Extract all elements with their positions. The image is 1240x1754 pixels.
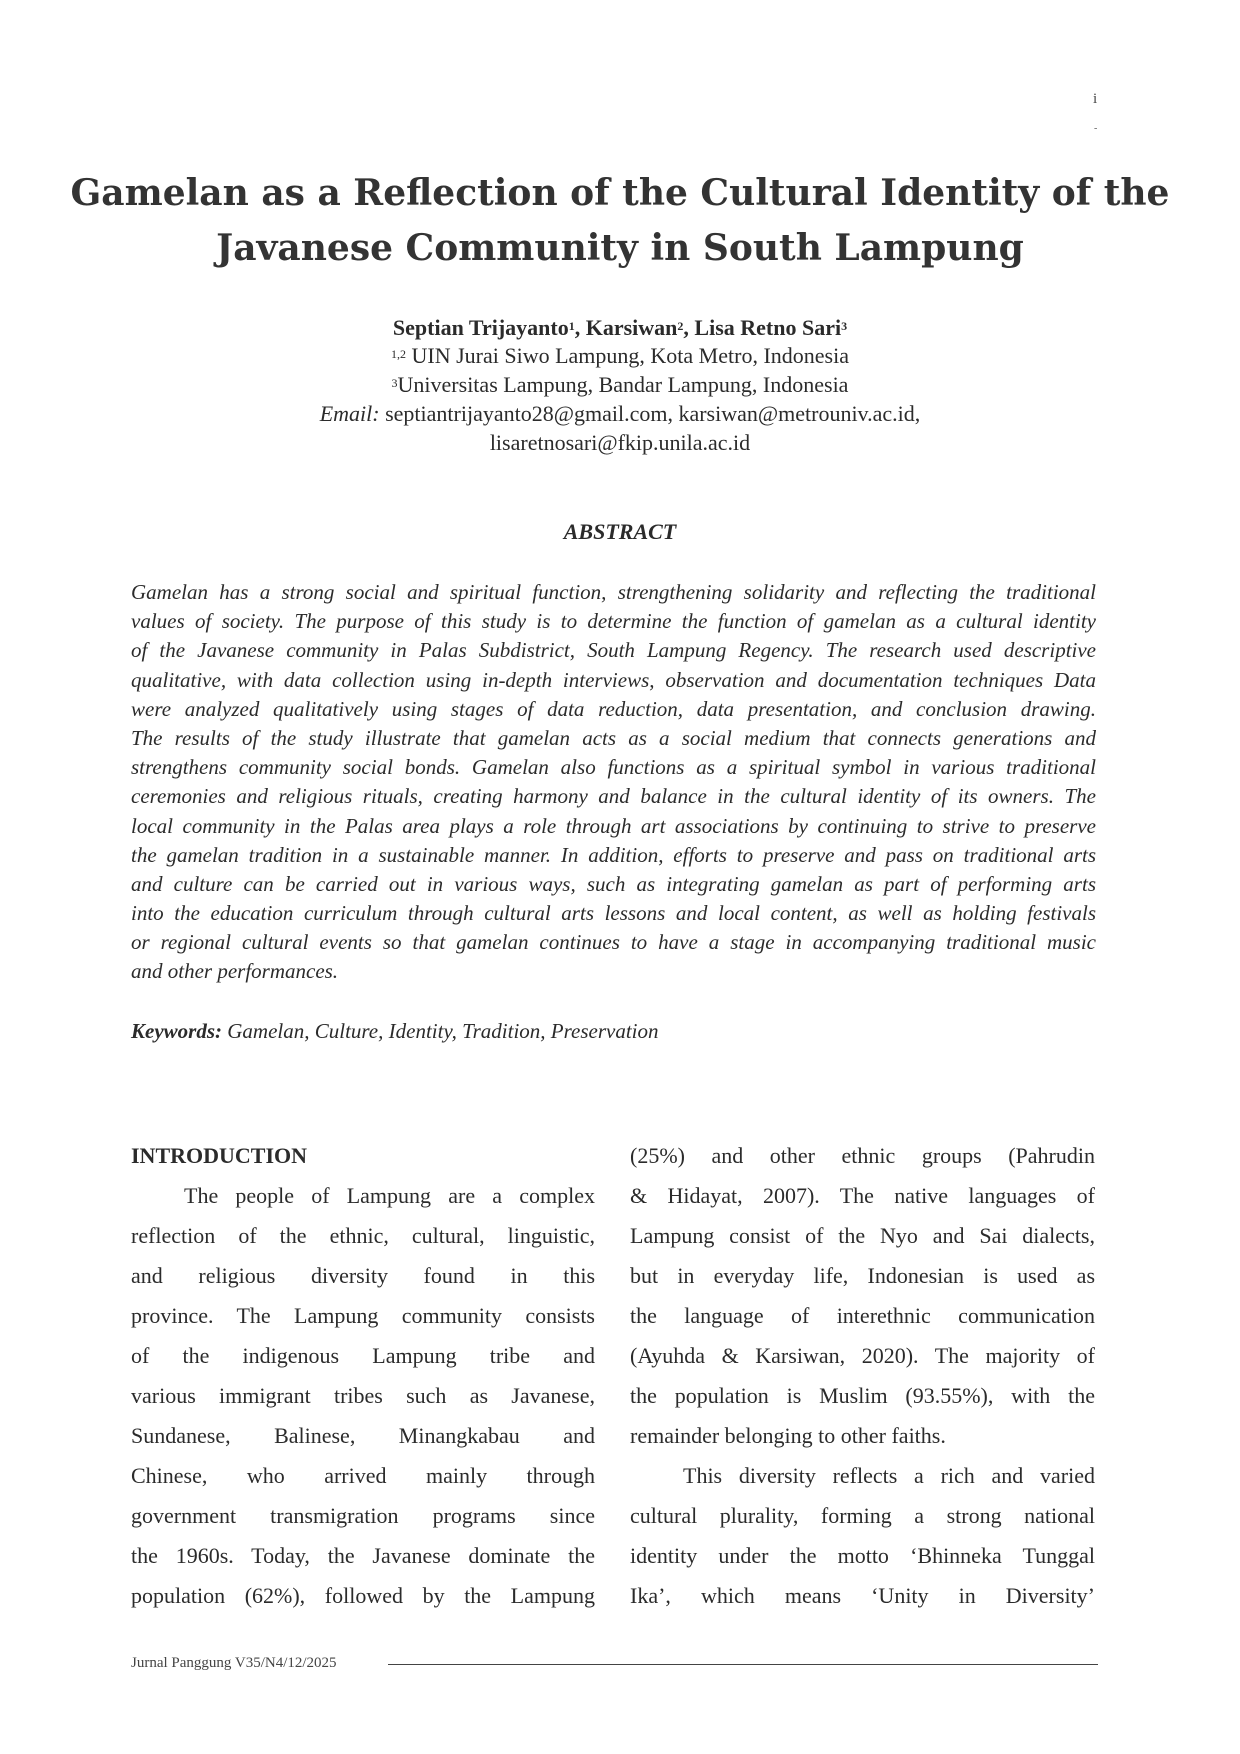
page-corner-mark: i [1093, 91, 1098, 107]
page-corner-dash: - [1094, 123, 1098, 134]
body-line: and religious diversity found in this [131, 1263, 595, 1288]
affiliation-1-sup: 1,2 [391, 347, 406, 361]
journal-footer: Jurnal Panggung V35/N4/12/2025 [131, 1655, 337, 1671]
body-line: Lampung consist of the Nyo and Sai dialects, [630, 1223, 1095, 1248]
abstract-heading: ABSTRACT [563, 519, 677, 544]
email-line-1 [0, 400, 1240, 428]
body-line: various immigrant tribes such as Javanese, [131, 1383, 595, 1408]
abstract-line: The results of the study illustrate that gamelan acts as a social medium that connects generations and [131, 725, 1096, 750]
author-1: Septian Trijayanto [392, 315, 569, 340]
abstract-line: Gamelan has a strong social and spiritual function, strengthening solidarity and reflecting the traditional [131, 580, 1096, 604]
email-line-2: lisaretnosari@fkip.unila.ac.id [489, 430, 751, 455]
keywords [131, 1017, 659, 1045]
title-line-2: Javanese Community in South Lampung [216, 227, 1024, 269]
body-line: reflection of the ethnic, cultural, linguistic, [131, 1223, 595, 1248]
body-line: population (62%), followed by the Lampung [131, 1583, 595, 1608]
body-line: cultural plurality, forming a strong national [630, 1503, 1095, 1528]
affiliation-2 [0, 371, 1240, 399]
footer-rule [388, 1664, 1098, 1665]
body-line: identity under the motto ‘Bhinneka Tunggal [630, 1543, 1095, 1568]
abstract-body [131, 578, 1096, 987]
body-line: (Ayuhda & Karsiwan, 2020). The majority of [630, 1343, 1095, 1368]
abstract-line: qualitative, with data collection using in-depth interviews, observation and documentation techniques Data [131, 667, 1096, 692]
body-line: Chinese, who arrived mainly through [131, 1463, 595, 1488]
body-line: the population is Muslim (93.55%), with the [630, 1383, 1095, 1408]
abstract-line: or regional cultural events so that gamelan continues to have a stage in accompanying traditional music [131, 930, 1096, 955]
abstract-line: values of society. The purpose of this study is to determine the function of gamelan as a cultural identity [131, 609, 1096, 634]
body-line: government transmigration programs since [131, 1503, 595, 1528]
right-column [630, 1136, 1095, 1616]
body-line: & Hidayat, 2007). The native languages of [630, 1183, 1095, 1208]
body-line: of the indigenous Lampung tribe and [131, 1343, 595, 1368]
author-3-affil: 3 [841, 319, 848, 333]
affiliation-2-text: Universitas Lampung, Bandar Lampung, Indonesia [397, 372, 849, 397]
abstract-line: local community in the Palas area plays a role through art associations by continuing to strive to preserve [131, 813, 1096, 838]
body-line: The people of Lampung are a complex [184, 1183, 595, 1208]
affiliation-1-text: UIN Jurai Siwo Lampung, Kota Metro, Indonesia [406, 343, 849, 368]
body-line: This diversity reflects a rich and varied [683, 1463, 1095, 1488]
abstract-line: into the education curriculum through cultural arts lessons and local content, as well as holding festivals [131, 901, 1096, 926]
keywords-text: Gamelan, Culture, Identity, Tradition, Preservation [222, 1019, 659, 1043]
affiliation-1 [0, 342, 1240, 370]
body-line: Sundanese, Balinese, Minangkabau and [131, 1423, 595, 1448]
title-line-1: Gamelan as a Reflection of the Cultural Identity of the [70, 172, 1170, 214]
email-addresses-1: septiantrijayanto28@gmail.com, karsiwan@metrouniv.ac.id, [379, 401, 921, 426]
author-2: , Karsiwan [574, 315, 678, 340]
abstract-line: were analyzed qualitatively using stages of data reduction, data presentation, and conclusion drawing. [131, 696, 1096, 721]
abstract-line: the gamelan tradition in a sustainable manner. In addition, efforts to preserve and pass on traditional arts [131, 842, 1096, 867]
abstract-line: of the Javanese community in Palas Subdistrict, South Lampung Regency. The research used descriptive [131, 638, 1096, 663]
abstract-line: ceremonies and religious rituals, creating harmony and balance in the cultural identity of its owners. The [131, 784, 1096, 809]
author-3: , Lisa Retno Sari [683, 315, 842, 340]
author-1-affil: 1 [568, 319, 575, 333]
body-line: (25%) and other ethnic groups (Pahrudin [630, 1143, 1095, 1168]
email-label: Email: [319, 401, 380, 426]
abstract-line: and other performances. [131, 959, 339, 984]
affiliation-2-sup: 3 [391, 376, 398, 390]
abstract-line: and culture can be carried out in various ways, such as integrating gamelan as part of performing arts [131, 871, 1096, 896]
author-2-affil: 2 [677, 319, 684, 333]
left-column [131, 1136, 595, 1616]
body-line: province. The Lampung community consists [131, 1303, 595, 1328]
section-heading-introduction: INTRODUCTION [131, 1143, 308, 1168]
body-line: but in everyday life, Indonesian is used as [630, 1263, 1095, 1288]
body-line: the language of interethnic communication [630, 1303, 1095, 1328]
keywords-label: Keywords: [131, 1019, 222, 1043]
article-title [0, 166, 1240, 276]
body-line: the 1960s. Today, the Javanese dominate the [131, 1543, 595, 1568]
author-list [0, 314, 1240, 342]
abstract-line: strengthens community social bonds. Gamelan also functions as a spiritual symbol in various traditional [131, 755, 1096, 780]
body-line: Ika’, which means ‘Unity in Diversity’ [630, 1583, 1095, 1608]
body-line: remainder belonging to other faiths. [630, 1423, 946, 1448]
